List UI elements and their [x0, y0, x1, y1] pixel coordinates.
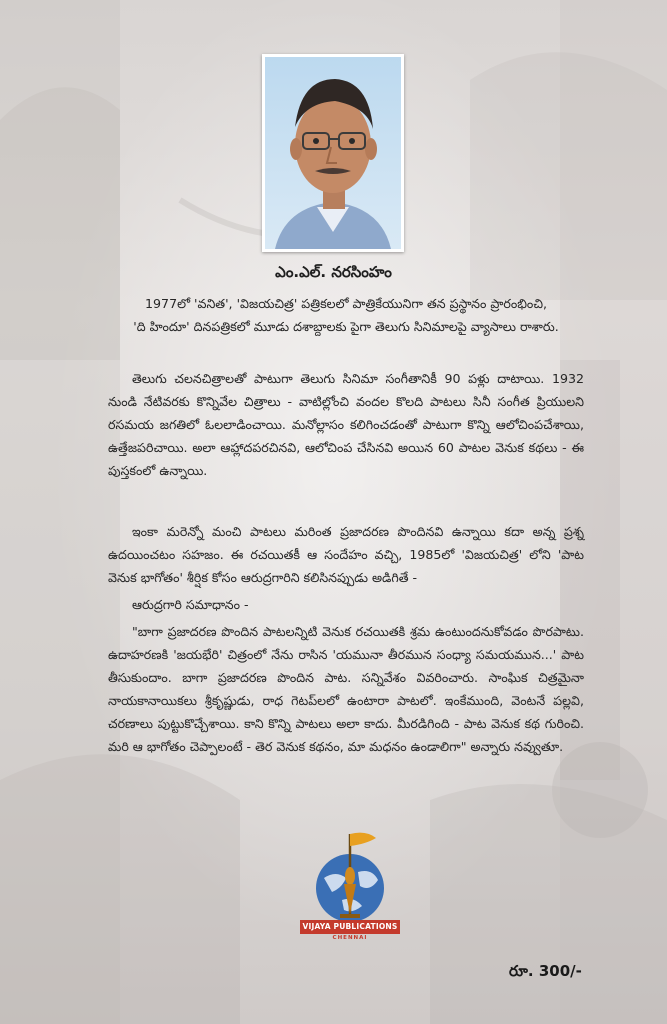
price-label: రూ. 300/-: [509, 962, 582, 980]
body-paragraph: [108, 520, 584, 589]
quote-text: "బాగా ప్రజాదరణ పొందిన పాటలన్నిటి వెనుక రచయితకి శ్రమ ఉంటుందనుకోవడం పొరపాటు. ఉదాహరణకి 'జయభేరి' చిత్రంలో నేను రాసిన 'యమునా తీరమున సంధ్యా సమయమున...' పాట తీసుకుందాం. బాగా ప్రజాదరణ పొందిన పాట. సన్నివేశం వివరించారు. సాంఘిక చిత్రమైనా నాయకానాయికలు శ్రీకృష్ణుడు, రాధ గెటప్‌లలో ఉంటారా పాటలో. ఇంకేముంది, వెంటనే పల్లవి, చరణాలు పుట్టుకొచ్చేశాయి. కాని కొన్ని పాటలు అలా కాదు. మీరడిగింది - పాట వెనుక కథ గురించి. మరి ఆ భాగోతం చెప్పాలంటే - తెర వెనుక కథనం, మా మధనం ఉండాలిగా" అన్నారు నవ్వుతూ.: [108, 624, 584, 754]
quote-paragraph: [108, 620, 584, 758]
publisher-name: VIJAYA PUBLICATIONS: [302, 922, 398, 931]
publisher-banner: [300, 920, 400, 934]
body-paragraph: [108, 367, 584, 482]
author-photo: [265, 57, 401, 249]
flag-icon: [350, 833, 376, 846]
intro-line: 'ది హిందూ' దినపత్రికలో మూడు దశాబ్దాలకు పైగా తెలుగు సినిమాలపై వ్యాసాలు రాశారు.: [133, 319, 559, 334]
author-intro: [108, 292, 584, 338]
publisher-city: CHENNAI: [332, 935, 368, 941]
body-paragraph-text: తెలుగు చలనచిత్రాలతో పాటుగా తెలుగు సినిమా సంగీతానికీ 90 పళ్లు దాటాయి. 1932 నుండి నేటివరకు కొన్నివేల చిత్రాలు - వాటిల్లోంచి వందల కొలది పాటలు సినీ సంగీత ప్రియులని రసమయ జగతిలో ఓలలాడించాయి. మనోల్లాసం కలిగించడంతో పాటుగా కొన్ని ఆలోచింపచేశాయి, ఉత్తేజపరిచాయి. అలా ఆహ్లాదపరచినవి, ఆలోచింప చేసినవి అయిన 60 పాటల వెనుక కథలు - ఈ పుస్తకంలో ఉన్నాయి.: [108, 371, 584, 478]
intro-line: 1977లో 'వనిత', 'విజయచిత్ర' పత్రికలలో పాత్రికేయునిగా తన ప్రస్థానం ప్రారంభించి,: [145, 296, 547, 311]
answer-label: ఆరుద్రగారి సమాధానం -: [132, 597, 249, 612]
author-name: ఎం.ఎల్. నరసింహం: [275, 263, 392, 281]
body-paragraph-text: ఇంకా మరెన్నో మంచి పాటలు మరింత ప్రజాదరణ పొందినవి ఉన్నాయి కదా అన్న ప్రశ్న ఉదయించటం సహజం. ఈ రచయితకీ ఆ సందేహం వచ్చి, 1985లో 'విజయచిత్ర' లోని 'పాట వెనుక భాగోతం' శీర్షిక కోసం ఆరుద్రగారిని కలిసినప్పుడు అడిగితే -: [108, 524, 584, 585]
author-photo-frame: [262, 54, 404, 252]
